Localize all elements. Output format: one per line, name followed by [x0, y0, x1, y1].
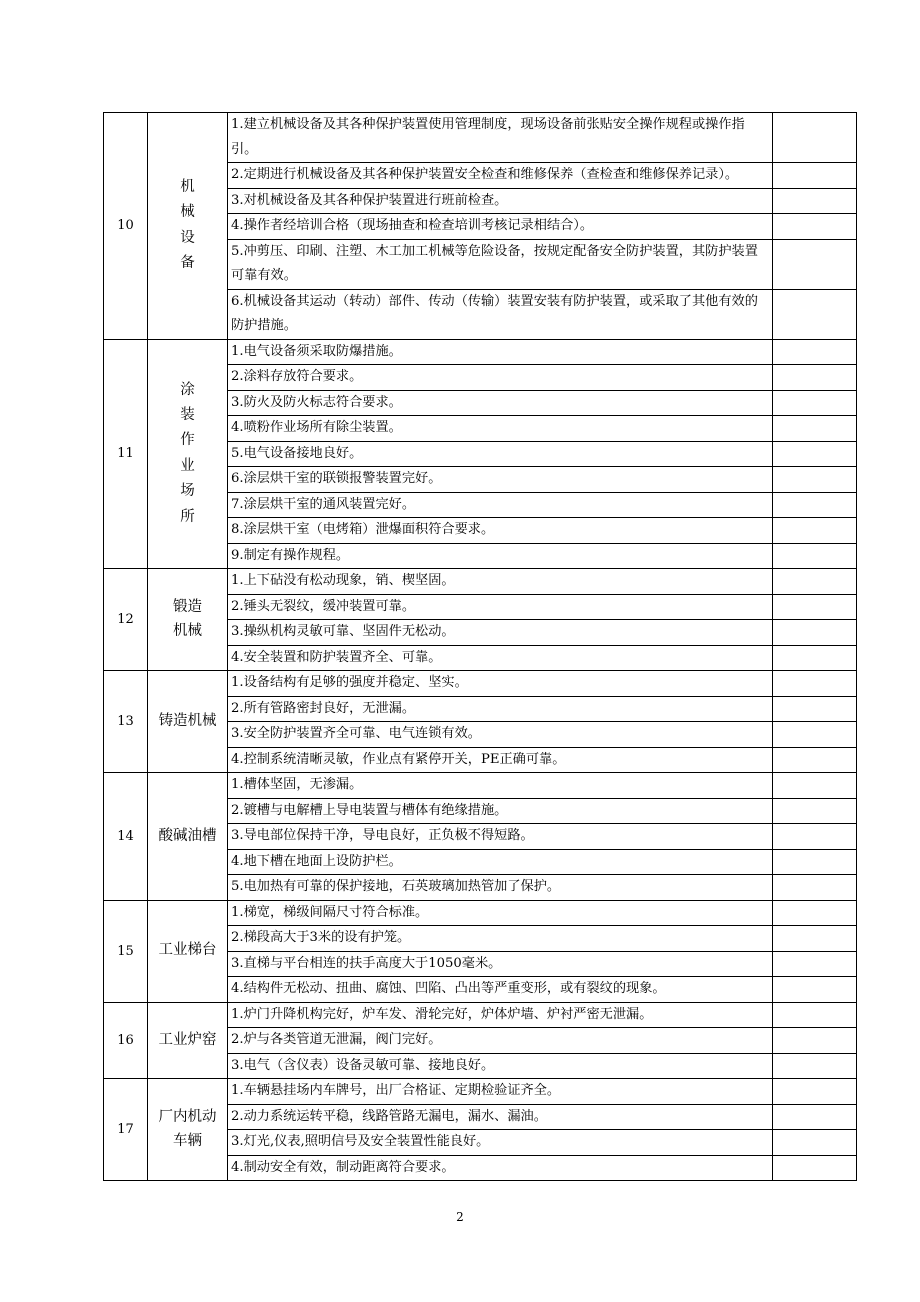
result-cell[interactable]	[773, 798, 857, 824]
category-text: 机械	[173, 622, 202, 639]
page-number: 2	[456, 1210, 464, 1224]
result-cell[interactable]	[773, 594, 857, 620]
check-item: 9.制定有操作规程。	[228, 543, 773, 569]
result-cell[interactable]	[773, 926, 857, 952]
category-text: 厂内机动	[158, 1109, 217, 1126]
result-cell[interactable]	[773, 1053, 857, 1079]
check-item: 1.炉门升降机构完好，炉车发、滑轮完好，炉体炉墙、炉衬严密无泄漏。	[228, 1002, 773, 1028]
result-cell[interactable]	[773, 518, 857, 544]
check-item: 1.设备结构有足够的强度并稳定、坚实。	[228, 671, 773, 697]
result-cell[interactable]	[773, 467, 857, 493]
check-item: 2.镀槽与电解槽上导电装置与槽体有绝缘措施。	[228, 798, 773, 824]
check-item: 2.所有管路密封良好，无泄漏。	[228, 696, 773, 722]
result-cell[interactable]	[773, 163, 857, 189]
section-category	[148, 339, 228, 569]
inspection-table	[103, 112, 857, 1181]
section-number: 11	[104, 339, 148, 569]
section-category	[148, 1002, 228, 1079]
check-item: 6.涂层烘干室的联锁报警装置完好。	[228, 467, 773, 493]
result-cell[interactable]	[773, 1028, 857, 1054]
category-text: 机	[180, 179, 195, 195]
check-item: 3.灯光,仪表,照明信号及安全装置性能良好。	[228, 1130, 773, 1156]
check-item: 2.梯段高大于3米的设有护笼。	[228, 926, 773, 952]
result-cell[interactable]	[773, 214, 857, 240]
result-cell[interactable]	[773, 1104, 857, 1130]
section-category	[148, 113, 228, 340]
category-text: 作	[180, 432, 195, 449]
check-item: 1.槽体坚固，无渗漏。	[228, 773, 773, 799]
check-item: 4.控制系统清晰灵敏，作业点有紧停开关，PE正确可靠。	[228, 747, 773, 773]
section-category	[148, 671, 228, 773]
result-cell[interactable]	[773, 188, 857, 214]
check-item: 3.电气（含仪表）设备灵敏可靠、接地良好。	[228, 1053, 773, 1079]
result-cell[interactable]	[773, 875, 857, 901]
table-row	[104, 1079, 857, 1105]
result-cell[interactable]	[773, 239, 857, 289]
section-number: 17	[104, 1079, 148, 1181]
category-text: 锻造	[173, 599, 202, 616]
result-cell[interactable]	[773, 849, 857, 875]
result-cell[interactable]	[773, 824, 857, 850]
check-item: 1.电气设备须采取防爆措施。	[228, 339, 773, 365]
check-item: 2.锤头无裂纹，缓冲装置可靠。	[228, 594, 773, 620]
section-category	[148, 773, 228, 901]
check-item: 3.导电部位保持干净，导电良好，正负极不得短路。	[228, 824, 773, 850]
result-cell[interactable]	[773, 113, 857, 163]
category-text: 设	[180, 229, 195, 246]
check-item: 3.对机械设备及其各种保护装置进行班前检查。	[228, 188, 773, 214]
result-cell[interactable]	[773, 671, 857, 697]
category-text: 铸造机械	[158, 712, 217, 729]
section-number: 13	[104, 671, 148, 773]
category-text: 工业炉窑	[158, 1031, 217, 1048]
section-number: 16	[104, 1002, 148, 1079]
check-item: 4.地下槽在地面上设防护栏。	[228, 849, 773, 875]
check-item: 1.建立机械设备及其各种保护装置使用管理制度，现场设备前张贴安全操作规程或操作指引。	[228, 113, 773, 163]
result-cell[interactable]	[773, 390, 857, 416]
category-text: 场	[180, 483, 195, 500]
result-cell[interactable]	[773, 1130, 857, 1156]
check-item: 3.防火及防火标志符合要求。	[228, 390, 773, 416]
check-item: 8.涂层烘干室（电烤箱）泄爆面积符合要求。	[228, 518, 773, 544]
check-item: 6.机械设备其运动（转动）部件、传动（传输）装置安装有防护装置，或采取了其他有效的防护措施。	[228, 289, 773, 339]
table-row	[104, 773, 857, 799]
check-item: 4.结构件无松动、扭曲、腐蚀、凹陷、凸出等严重变形，或有裂纹的现象。	[228, 977, 773, 1003]
section-category	[148, 900, 228, 1002]
result-cell[interactable]	[773, 900, 857, 926]
table-row	[104, 569, 857, 595]
result-cell[interactable]	[773, 289, 857, 339]
result-cell[interactable]	[773, 645, 857, 671]
table-row	[104, 339, 857, 365]
section-number: 12	[104, 569, 148, 671]
result-cell[interactable]	[773, 696, 857, 722]
check-item: 1.上下砧没有松动现象，销、楔坚固。	[228, 569, 773, 595]
table-row	[104, 900, 857, 926]
section-number: 15	[104, 900, 148, 1002]
category-text: 械	[180, 204, 195, 221]
category-text: 涂	[180, 381, 195, 398]
check-item: 3.直梯与平台相连的扶手高度大于1050毫米。	[228, 951, 773, 977]
check-item: 4.操作者经培训合格（现场抽查和检查培训考核记录相结合）。	[228, 214, 773, 240]
result-cell[interactable]	[773, 620, 857, 646]
result-cell[interactable]	[773, 747, 857, 773]
category-text: 备	[180, 255, 195, 272]
check-item: 5.电气设备接地良好。	[228, 441, 773, 467]
section-number: 14	[104, 773, 148, 901]
result-cell[interactable]	[773, 365, 857, 391]
inspection-table-body	[104, 113, 857, 1181]
result-cell[interactable]	[773, 543, 857, 569]
check-item: 3.安全防护装置齐全可靠、电气连锁有效。	[228, 722, 773, 748]
category-text: 所	[180, 508, 195, 525]
result-cell[interactable]	[773, 1079, 857, 1105]
check-item: 1.车辆悬挂场内车牌号，出厂合格证、定期检验证齐全。	[228, 1079, 773, 1105]
category-text: 酸碱油槽	[158, 827, 217, 844]
result-cell[interactable]	[773, 569, 857, 595]
table-row	[104, 671, 857, 697]
result-cell[interactable]	[773, 339, 857, 365]
result-cell[interactable]	[773, 773, 857, 799]
table-row	[104, 113, 857, 163]
check-item: 7.涂层烘干室的通风装置完好。	[228, 492, 773, 518]
result-cell[interactable]	[773, 1002, 857, 1028]
result-cell[interactable]	[773, 492, 857, 518]
section-category	[148, 1079, 228, 1181]
table-row	[104, 1002, 857, 1028]
check-item: 2.炉与各类管道无泄漏，阀门完好。	[228, 1028, 773, 1054]
category-text: 工业梯台	[158, 942, 217, 959]
check-item: 4.喷粉作业场所有除尘装置。	[228, 416, 773, 442]
result-cell[interactable]	[773, 722, 857, 748]
check-item: 3.操纵机构灵敏可靠、坚固件无松动。	[228, 620, 773, 646]
result-cell[interactable]	[773, 951, 857, 977]
check-item: 5.冲剪压、印刷、注塑、木工加工机械等危险设备，按规定配备安全防护装置，其防护装置可靠有效。	[228, 239, 773, 289]
result-cell[interactable]	[773, 441, 857, 467]
result-cell[interactable]	[773, 977, 857, 1003]
result-cell[interactable]	[773, 416, 857, 442]
section-number: 10	[104, 113, 148, 340]
check-item: 5.电加热有可靠的保护接地，石英玻璃加热管加了保护。	[228, 875, 773, 901]
inspection-table-container	[103, 112, 856, 1181]
check-item: 4.制动安全有效，制动距离符合要求。	[228, 1155, 773, 1181]
check-item: 4.安全装置和防护装置齐全、可靠。	[228, 645, 773, 671]
category-text: 业	[180, 457, 195, 474]
check-item: 2.动力系统运转平稳，线路管路无漏电，漏水、漏油。	[228, 1104, 773, 1130]
result-cell[interactable]	[773, 1155, 857, 1181]
category-text: 车辆	[173, 1132, 202, 1149]
check-item: 2.定期进行机械设备及其各种保护装置安全检查和维修保养（查检查和维修保养记录）。	[228, 163, 773, 189]
check-item: 1.梯宽，梯级间隔尺寸符合标准。	[228, 900, 773, 926]
check-item: 2.涂料存放符合要求。	[228, 365, 773, 391]
category-text: 装	[180, 407, 195, 423]
section-category	[148, 569, 228, 671]
